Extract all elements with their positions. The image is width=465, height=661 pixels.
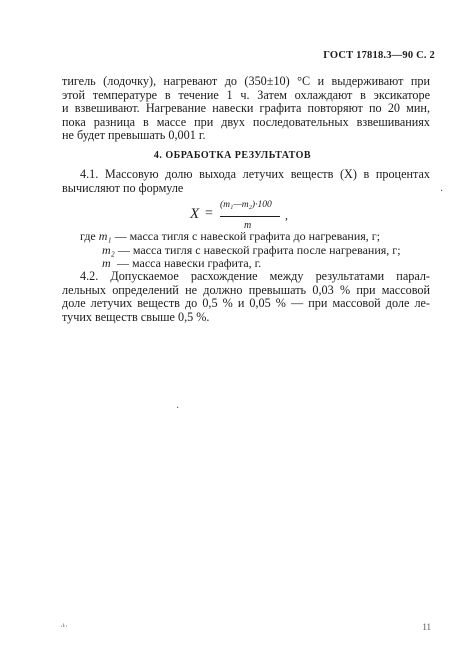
definition-text: — масса тигля с навеской графита после нагревания, г; xyxy=(117,242,401,257)
standard-code-header: ГОСТ 17818.3—90 С. 2 xyxy=(323,50,435,61)
formula-lhs: X xyxy=(190,206,200,222)
definition-prefix: где xyxy=(80,229,96,243)
text-line: лельных определений не должно превышать 0,03 % при массовой xyxy=(62,282,430,297)
definition-symbol: m₁ xyxy=(98,229,112,243)
text-line: пока разница в массе при двух последовательных взвешиваниях xyxy=(62,114,430,129)
text-line: тучих веществ свыше 0,5 %. xyxy=(62,309,210,324)
formula-numerator: (m₁—m₂)·100 xyxy=(220,200,272,210)
text-line: вычисляют по формуле xyxy=(62,180,184,195)
definition-row xyxy=(80,244,401,258)
text-line: 4.1. Массовую долю выхода летучих веществ (X) в процентах xyxy=(80,167,430,181)
paragraph-calculation-intro xyxy=(62,168,430,195)
footer-page-number: 11 xyxy=(422,622,431,632)
scan-speck: · xyxy=(176,403,180,414)
paragraph-tolerance xyxy=(62,270,430,324)
formula-comma: , xyxy=(285,208,288,222)
definition-text: — масса навески графита, г. xyxy=(117,256,262,271)
symbol-definitions xyxy=(80,230,401,271)
section-title: 4. ОБРАБОТКА РЕЗУЛЬТАТОВ xyxy=(153,150,312,161)
definition-symbol: m₂ xyxy=(102,242,115,257)
text-line: и взвешивают. Нагревание навески графита повторяют по 20 мин, xyxy=(62,101,430,116)
text-line: доле летучих веществ до 0,5 % и 0,05 % — при массовой доле ле- xyxy=(62,296,430,311)
text-line: тигель (лодочку), нагревают до (350±10) °С и выдерживают при xyxy=(62,74,430,88)
paragraph-heating-procedure xyxy=(62,75,430,143)
definition-symbol: m xyxy=(102,256,111,271)
fraction-bar xyxy=(220,216,280,217)
scan-speck: · xyxy=(440,186,444,197)
definition-row xyxy=(80,230,401,244)
text-line: 4.2. Допускаемое расхождение между результатами парал- xyxy=(80,269,430,283)
definition-text: — масса тигля с навеской графита до нагревания, г; xyxy=(114,229,381,243)
formula-equals: = xyxy=(205,206,213,221)
formula-denominator: m xyxy=(244,220,252,231)
text-line: не будет превышать 0,001 г. xyxy=(62,128,206,143)
footer-left-mark: ·¹· xyxy=(60,622,68,631)
text-line: этой температуре в течение 1 ч. Затем охлаждают в эксикаторе xyxy=(62,87,430,102)
